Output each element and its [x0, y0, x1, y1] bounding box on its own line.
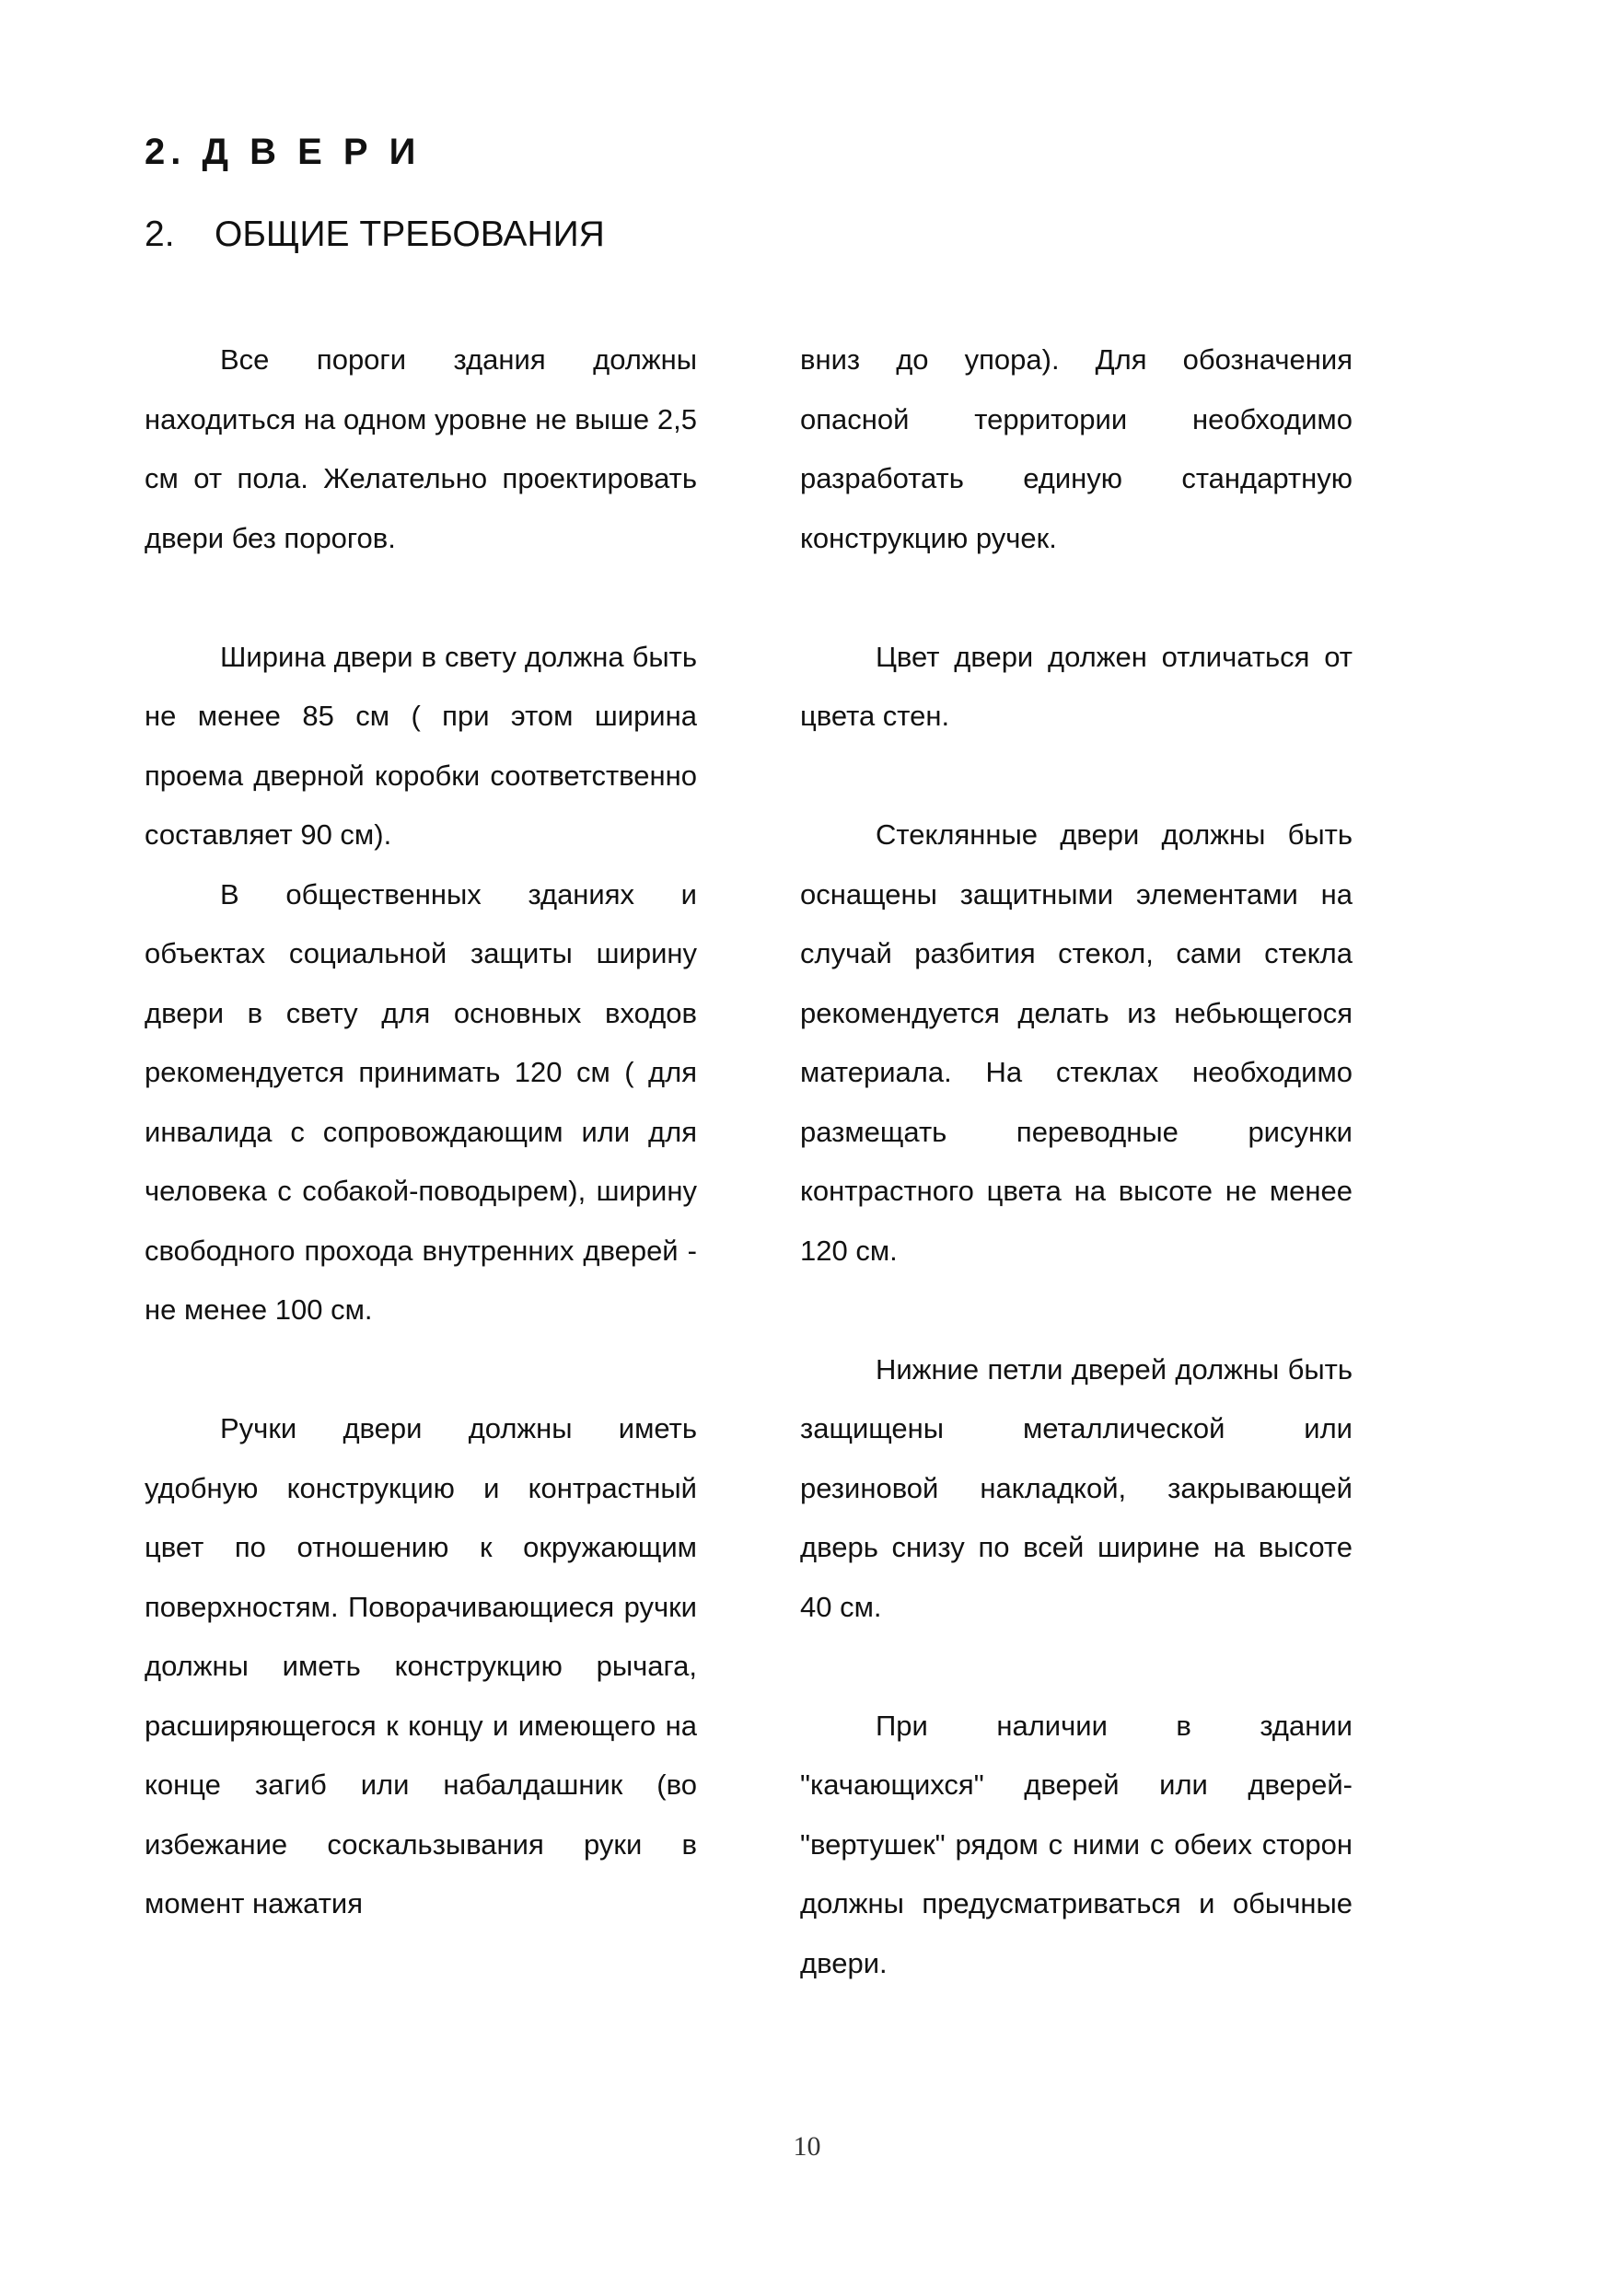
subsection-number: 2. [145, 215, 175, 254]
page-number: 10 [793, 2131, 821, 2162]
paragraph-bottom-hinges: Нижние петли дверей должны быть защищены металлической или резиновой накладкой, закрывающей дверь снизу по всей ширине на высоте 40 см. [800, 1352, 1353, 1623]
subsection-title: ОБЩИЕ ТРЕБОВАНИЯ [215, 215, 605, 254]
paragraph-public-buildings: В общественных зданиях и объектах социальной защиты ширину двери в свету для основных входов рекомендуется принимать 120 см ( для инвалида с сопровождающим или для человека с собакой-поводырем), ширину свободного прохода внутренних дверей - не менее 100 см. [145, 877, 697, 1326]
subsection-heading [145, 212, 605, 258]
section-title: 2. Д В Е Р И [145, 132, 422, 172]
paragraph-door-color: Цвет двери должен отличаться от цвета стен. [800, 640, 1353, 732]
left-column [145, 330, 697, 1934]
paragraph-revolving-doors: При наличии в здании "качающихся" дверей или дверей-"вертушек" рядом с ними с обеих сторон должны предусматриваться и обычные двери. [800, 1709, 1353, 1979]
paragraph-thresholds: Все пороги здания должны находиться на одном уровне не выше 2,5 см от пола. Желательно проектировать двери без порогов. [145, 343, 697, 554]
paragraph-glass-doors: Стеклянные двери должны быть оснащены защитными элементами на случай разбития стекол, сами стекла рекомендуется делать из небьющегося материала. На стеклах необходимо размещать переводные рисунки контрастного цвета на высоте не менее 120 см. [800, 818, 1353, 1267]
paragraph-door-handles: Ручки двери должны иметь удобную конструкцию и контрастный цвет по отношению к окружающим поверхностям. Поворачивающиеся ручки должны иметь конструкцию рычага, расширяющегося к концу и имеющего на конце загиб или набалдашник (во избежание соскальзывания руки в момент нажатия [145, 1412, 697, 1919]
right-column [800, 330, 1353, 1993]
paragraph-handles-continued: вниз до упора). Для обозначения опасной территории необходимо разработать единую стандартную конструкцию ручек. [800, 343, 1353, 554]
paragraph-door-width: Ширина двери в свету должна быть не менее 85 см ( при этом ширина проема дверной коробки соответственно составляет 90 см). [145, 640, 697, 851]
